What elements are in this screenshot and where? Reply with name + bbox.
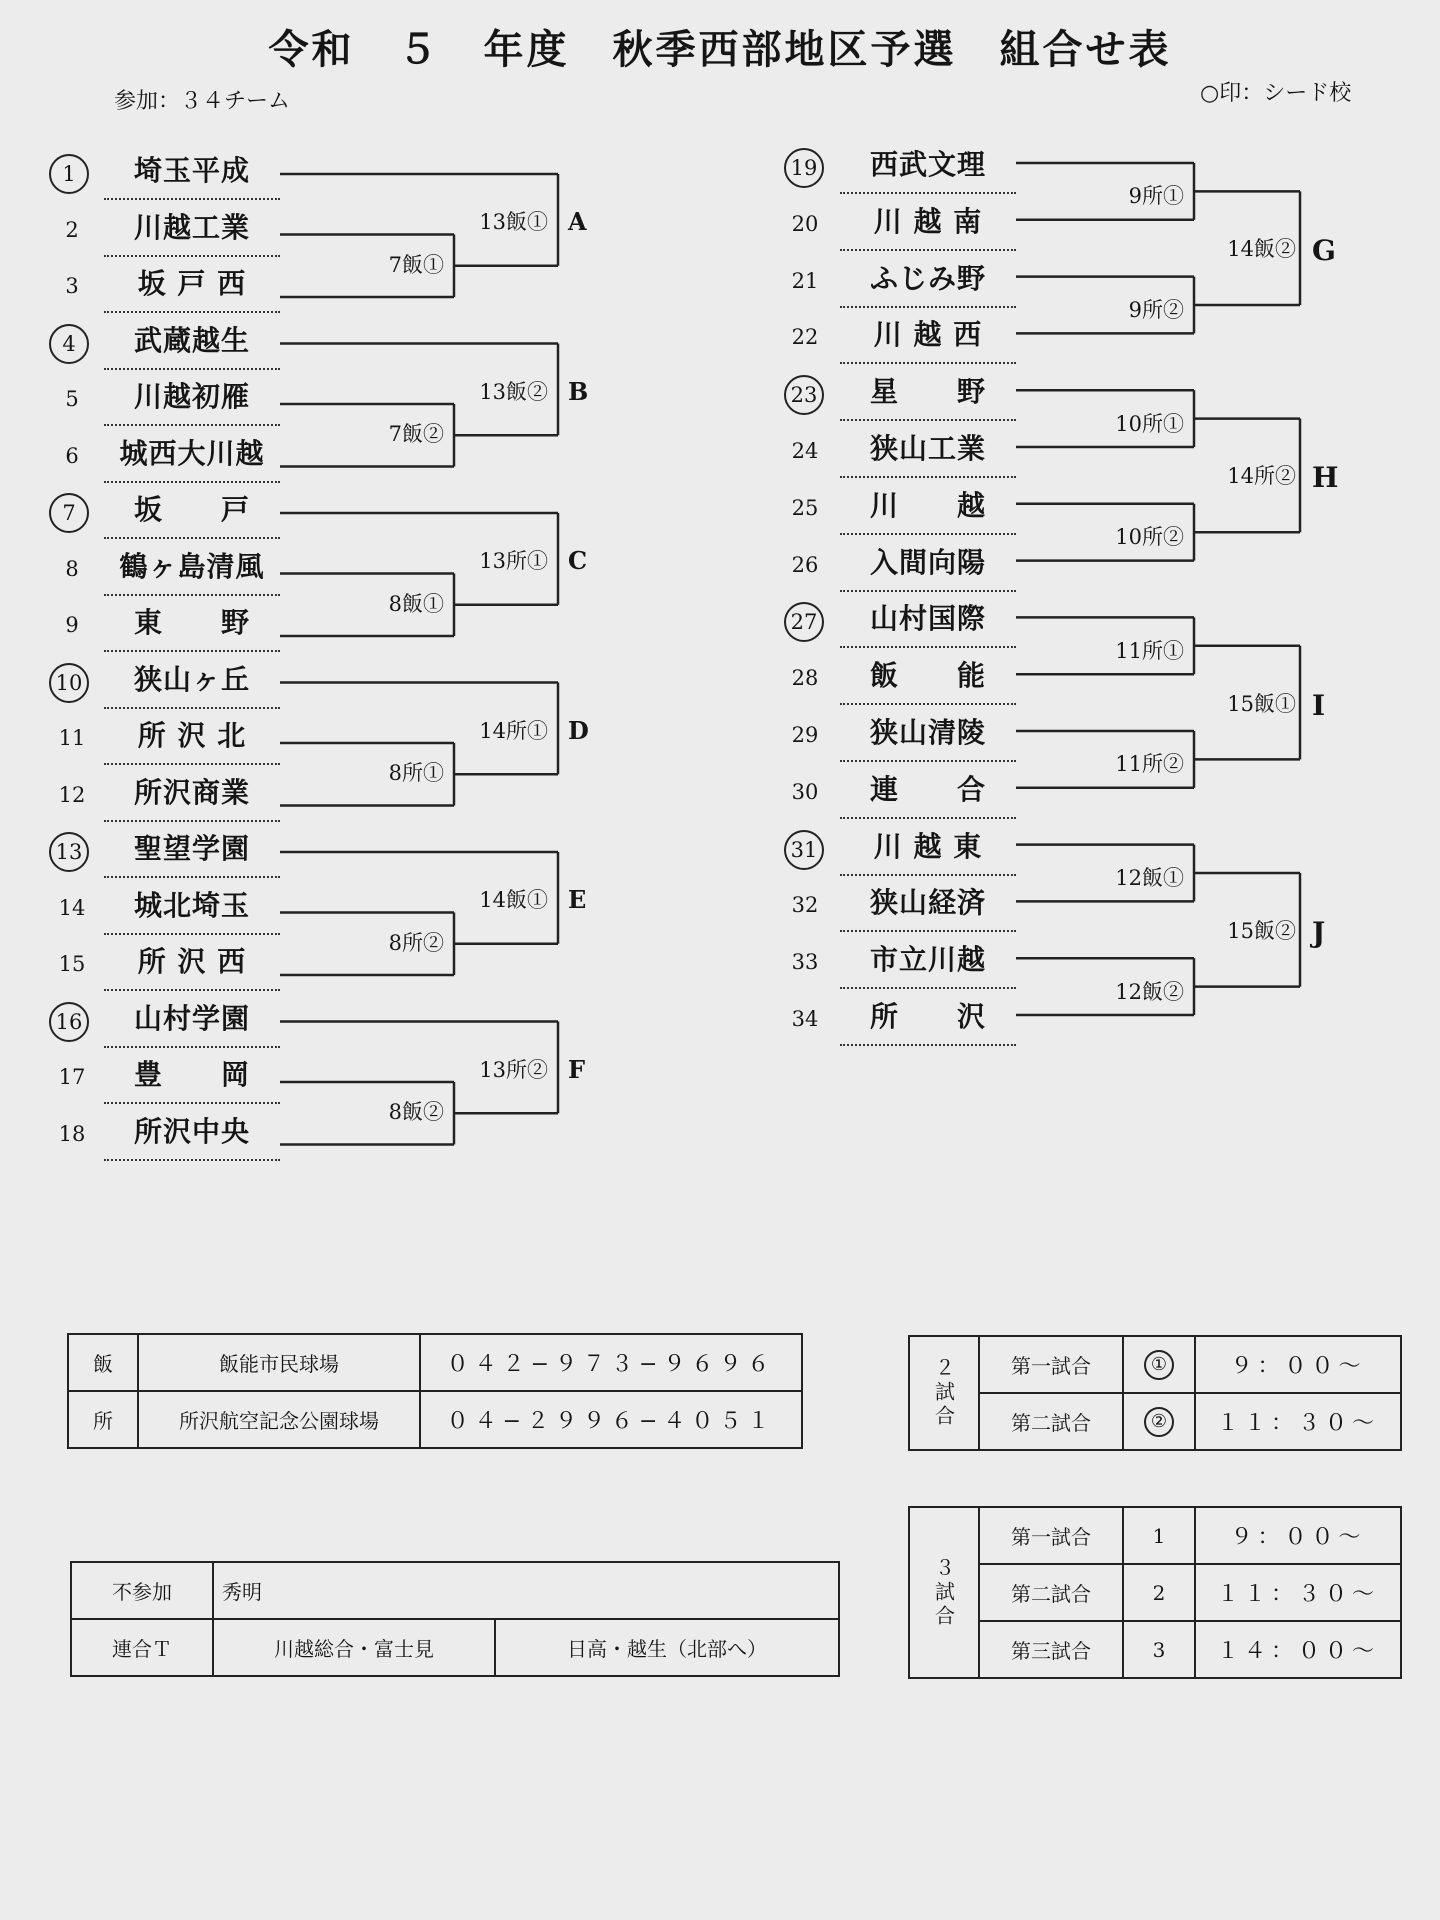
team-name: 西武文理	[840, 138, 1016, 194]
game-mark: ①	[1144, 1350, 1174, 1380]
seed-number: 4	[49, 324, 89, 364]
absent-label: 不参加	[71, 1562, 213, 1619]
game-name: 第三試合	[979, 1621, 1123, 1678]
team-name: 所沢中央	[104, 1105, 280, 1161]
team-name: 山村学園	[104, 992, 280, 1048]
game-time: １１：３０〜	[1195, 1564, 1401, 1621]
team-name: 入間向陽	[840, 536, 1016, 592]
three-games-schedule	[908, 1506, 1402, 1679]
team-name: 川 越	[840, 479, 1016, 535]
team-number: 8	[65, 556, 79, 581]
match-label: 13所①	[479, 549, 548, 574]
venue-phone: ０４２−９７３−９６９６	[420, 1334, 802, 1391]
game-time: ９：００〜	[1195, 1336, 1401, 1393]
group-letter: C	[568, 546, 588, 576]
match-label: 9所①	[1128, 184, 1184, 209]
match-label: 10所②	[1115, 525, 1184, 550]
group-letter: I	[1312, 688, 1326, 722]
absent-row	[71, 1562, 839, 1619]
venue-table	[67, 1333, 803, 1449]
seed-number: 10	[49, 663, 89, 703]
team-number: 12	[58, 782, 86, 807]
team-number: 28	[791, 666, 819, 691]
team-name: 坂 戸	[104, 483, 280, 539]
team-name: 聖望学園	[104, 822, 280, 878]
match-label: 12飯①	[1115, 866, 1184, 890]
team-number: 17	[58, 1065, 86, 1089]
team-name: 川 越 西	[840, 308, 1016, 364]
match-label: 13飯②	[479, 379, 548, 404]
schedule-row	[909, 1564, 1401, 1621]
schedule-row	[909, 1507, 1401, 1564]
game-time: ９：００〜	[1195, 1507, 1401, 1564]
combined-row	[71, 1619, 839, 1676]
team-number: 34	[791, 1007, 819, 1031]
team-name: 川越初雁	[104, 370, 280, 426]
game-mark-cell	[1123, 1336, 1195, 1393]
team-number: 33	[791, 950, 819, 975]
game-mark: 2	[1123, 1564, 1195, 1621]
team-name: 所 沢 西	[104, 935, 280, 991]
venue-name: 所沢航空記念公園球場	[138, 1391, 420, 1448]
team-number: 6	[65, 443, 79, 468]
match-label: 15飯①	[1227, 691, 1296, 716]
match-label: 13飯①	[479, 210, 548, 235]
match-label: 13所②	[479, 1057, 548, 1082]
participant-count: 参加：３４チーム	[114, 89, 291, 114]
team-name: 狭山工業	[840, 422, 1016, 478]
combined-value-b: 日高・越生（北部へ）	[495, 1619, 839, 1676]
seed-number: 1	[49, 154, 89, 194]
match-label: 15飯②	[1227, 918, 1296, 943]
venue-row	[68, 1334, 802, 1391]
group-letter: G	[1312, 234, 1336, 268]
team-number: 24	[791, 439, 819, 463]
match-label: 12飯②	[1115, 979, 1184, 1004]
match-label: 14所②	[1227, 464, 1296, 489]
match-label: 7飯②	[388, 422, 444, 447]
seed-number: 16	[49, 1002, 89, 1042]
team-number: 30	[791, 779, 819, 804]
team-name: ふじみ野	[840, 252, 1016, 308]
team-name: 武蔵越生	[104, 314, 280, 370]
match-label: 10所①	[1115, 411, 1184, 436]
match-label: 9所②	[1128, 298, 1184, 322]
game-name: 第一試合	[979, 1507, 1123, 1564]
team-number: 9	[65, 613, 79, 637]
game-name: 第一試合	[979, 1336, 1123, 1393]
schedule-type-label: ２試合	[909, 1336, 979, 1450]
match-label: 8所①	[388, 761, 444, 786]
venue-name: 飯能市民球場	[138, 1334, 420, 1391]
match-label: 7飯①	[388, 252, 444, 277]
team-number: 32	[791, 893, 819, 918]
match-label: 8飯①	[388, 591, 444, 616]
team-name: 川越工業	[104, 201, 280, 257]
group-letter: A	[568, 207, 587, 237]
group-letter: F	[568, 1054, 586, 1084]
team-number: 2	[65, 217, 79, 242]
team-number: 21	[791, 268, 819, 293]
seed-number: 27	[784, 602, 824, 642]
team-name: 埼玉平成	[104, 144, 280, 200]
match-label: 8飯②	[388, 1100, 444, 1125]
seed-number: 31	[784, 830, 824, 870]
match-label: 14飯①	[479, 888, 548, 913]
seed-legend: ○印：シード校	[1200, 81, 1352, 106]
team-number: 14	[58, 895, 86, 920]
team-name: 東 野	[104, 596, 280, 652]
match-label: 11所②	[1115, 752, 1184, 777]
match-label: 11所①	[1115, 638, 1184, 663]
seed-number: 13	[49, 832, 89, 872]
group-letter: B	[568, 376, 589, 406]
game-name: 第二試合	[979, 1393, 1123, 1450]
game-mark: 3	[1123, 1621, 1195, 1678]
team-number: 25	[791, 495, 819, 520]
team-name: 星 野	[840, 365, 1016, 421]
team-name: 市立川越	[840, 933, 1016, 989]
game-mark: ②	[1144, 1407, 1174, 1437]
match-label: 14所①	[479, 718, 548, 743]
team-name: 狭山ヶ丘	[104, 653, 280, 709]
team-name: 川 越 東	[840, 820, 1016, 876]
venue-abbr: 飯	[68, 1334, 138, 1391]
match-label: 14飯②	[1227, 237, 1296, 262]
seed-number: 7	[49, 493, 89, 533]
absent-combined-table	[70, 1561, 840, 1677]
team-name: 川 越 南	[840, 195, 1016, 251]
schedule-row	[909, 1393, 1401, 1450]
team-name: 所 沢	[840, 990, 1016, 1046]
team-name: 城西大川越	[104, 427, 280, 483]
combined-value-a: 川越総合・富士見	[213, 1619, 495, 1676]
team-name: 坂 戸 西	[104, 257, 280, 313]
team-number: 22	[791, 325, 819, 350]
group-letter: E	[568, 885, 587, 915]
match-label: 8所②	[388, 930, 444, 955]
seed-number: 19	[784, 148, 824, 188]
two-games-schedule	[908, 1335, 1402, 1451]
team-name: 飯 能	[840, 649, 1016, 705]
group-letter: J	[1312, 915, 1326, 949]
page-title: 令和 ５ 年度 秋季西部地区予選 組合せ表	[268, 26, 1172, 73]
team-number: 5	[65, 387, 79, 411]
venue-phone: ０４−２９９６−４０５１	[420, 1391, 802, 1448]
team-number: 15	[58, 952, 86, 976]
absent-value: 秀明	[213, 1562, 839, 1619]
schedule-row	[909, 1621, 1401, 1678]
team-number: 29	[791, 723, 819, 747]
venue-row	[68, 1391, 802, 1448]
team-name: 狭山経済	[840, 876, 1016, 932]
group-letter: H	[1312, 461, 1339, 495]
combined-label: 連合Ｔ	[71, 1619, 213, 1676]
game-name: 第二試合	[979, 1564, 1123, 1621]
game-time: １１：３０〜	[1195, 1393, 1401, 1450]
team-name: 所 沢 北	[104, 709, 280, 765]
group-letter: D	[568, 715, 589, 745]
team-number: 26	[791, 552, 819, 577]
game-time: １４：００〜	[1195, 1621, 1401, 1678]
team-number: 20	[791, 211, 819, 236]
team-number: 3	[65, 274, 79, 298]
team-number: 11	[58, 726, 86, 750]
team-name: 城北埼玉	[104, 879, 280, 935]
team-name: 豊 岡	[104, 1048, 280, 1104]
game-mark: 1	[1123, 1507, 1195, 1564]
venue-abbr: 所	[68, 1391, 138, 1448]
team-name: 所沢商業	[104, 766, 280, 822]
schedule-type-label: ３試合	[909, 1507, 979, 1678]
team-name: 連 合	[840, 763, 1016, 819]
team-name: 鶴ヶ島清風	[104, 540, 280, 596]
team-name: 山村国際	[840, 592, 1016, 648]
team-number: 18	[58, 1121, 86, 1146]
team-name: 狭山清陵	[840, 706, 1016, 762]
schedule-row	[909, 1336, 1401, 1393]
seed-number: 23	[784, 375, 824, 415]
game-mark-cell	[1123, 1393, 1195, 1450]
